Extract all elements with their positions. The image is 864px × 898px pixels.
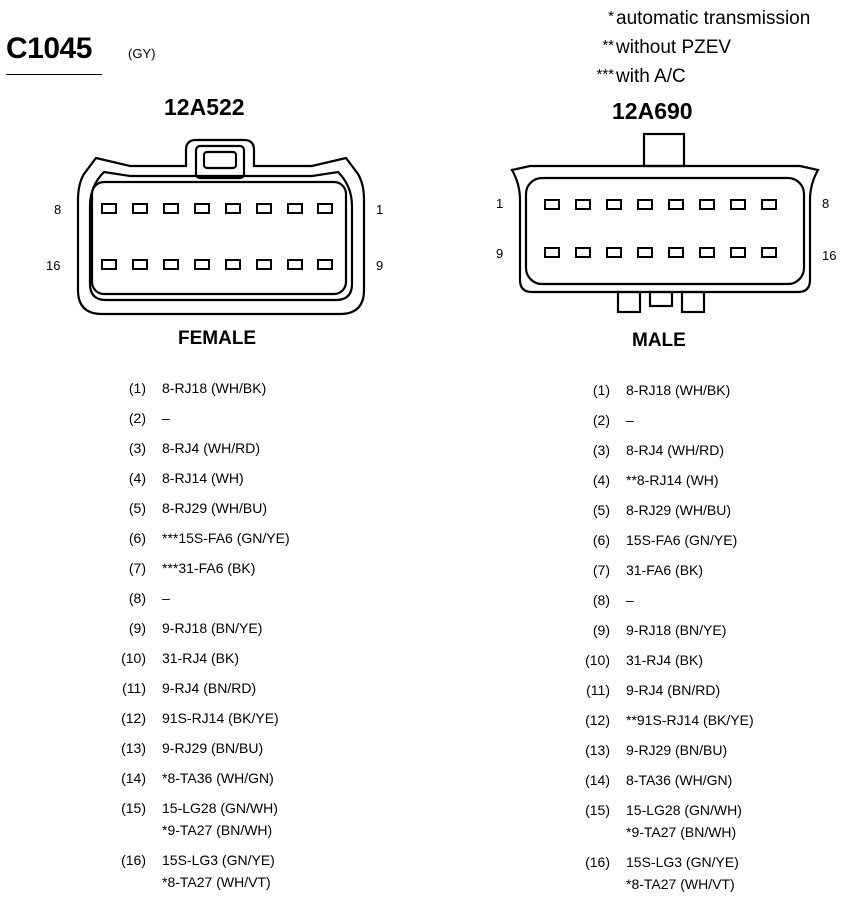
pin-index: (16) <box>585 854 610 870</box>
pin-index: (14) <box>121 770 146 786</box>
male-pin-6 <box>700 200 714 209</box>
pin-index: (10) <box>121 650 146 666</box>
male-bottom-tab-center <box>650 292 672 306</box>
pin-index: (11) <box>122 680 146 696</box>
pin-circuit: 8-RJ4 (WH/RD) <box>162 440 260 456</box>
pin-circuit: 31-RJ4 (BK) <box>626 652 704 668</box>
legend-mark: *** <box>596 66 614 83</box>
pin-circuit-alt: *8-TA27 (WH/VT) <box>626 876 735 892</box>
male-view-label: MALE <box>632 330 686 351</box>
pin-index: (7) <box>592 562 610 578</box>
pin-circuit: **91S-RJ14 (BK/YE) <box>626 712 754 728</box>
male-pin-label-top-right: 8 <box>822 196 830 211</box>
legend-text: with A/C <box>616 66 686 87</box>
male-pin-label-bottom-right: 16 <box>822 248 837 263</box>
pin-circuit: ***15S-FA6 (GN/YE) <box>162 530 290 546</box>
pin-index: (12) <box>121 710 146 726</box>
pin-index: (11) <box>586 682 610 698</box>
pin-circuit: – <box>626 592 634 608</box>
pin-circuit: 8-TA36 (WH/GN) <box>626 772 733 788</box>
female-pin-label-top-left: 8 <box>54 202 62 217</box>
pin-index: (1) <box>592 382 610 398</box>
pin-circuit: 9-RJ4 (BN/RD) <box>162 680 257 696</box>
pin-circuit: 15S-LG3 (GN/YE) <box>162 852 275 868</box>
pin-circuit: 31-FA6 (BK) <box>626 562 704 578</box>
pin-circuit: 31-RJ4 (BK) <box>162 650 240 666</box>
pin-circuit-alt: *9-TA27 (BN/WH) <box>626 824 737 840</box>
pin-circuit: – <box>626 412 634 428</box>
legend-text: without PZEV <box>616 37 732 58</box>
male-part-number: 12A690 <box>612 98 693 124</box>
male-pin-15 <box>731 248 745 257</box>
male-pin-label-bottom-left: 9 <box>496 246 504 261</box>
pin-circuit: 8-RJ14 (WH) <box>162 470 244 486</box>
female-pin-label-bottom-left: 16 <box>46 258 61 273</box>
male-pin-8 <box>762 200 776 209</box>
pin-circuit: 15-LG28 (GN/WH) <box>626 802 742 818</box>
male-pin-11 <box>607 248 621 257</box>
male-pin-label-top-left: 1 <box>496 196 504 211</box>
pin-index: (8) <box>128 590 146 606</box>
pin-index: (6) <box>128 530 146 546</box>
pin-index: (3) <box>128 440 146 456</box>
pin-index: (15) <box>121 800 146 816</box>
male-pin-16 <box>762 248 776 257</box>
pin-circuit: 8-RJ29 (WH/BU) <box>626 502 732 518</box>
male-pin-14 <box>700 248 714 257</box>
legend-mark: * <box>608 8 614 25</box>
pin-index: (9) <box>128 620 146 636</box>
pin-index: (15) <box>585 802 610 818</box>
female-view-label: FEMALE <box>178 328 257 349</box>
male-top-key <box>644 134 684 166</box>
connector-color-code: (GY) <box>128 46 156 61</box>
pin-index: (7) <box>128 560 146 576</box>
pin-circuit-alt: *8-TA27 (WH/VT) <box>162 874 271 890</box>
pin-circuit: **8-RJ14 (WH) <box>626 472 719 488</box>
male-pin-2 <box>576 200 590 209</box>
pin-index: (10) <box>585 652 610 668</box>
pin-index: (16) <box>121 852 146 868</box>
pin-index: (5) <box>128 500 146 516</box>
male-connector-inner-rim <box>526 178 804 284</box>
pin-index: (1) <box>128 380 146 396</box>
pin-index: (5) <box>592 502 610 518</box>
pin-circuit: 8-RJ18 (WH/BK) <box>626 382 731 398</box>
pin-circuit: 9-RJ18 (BN/YE) <box>162 620 263 636</box>
male-bottom-tab-left <box>618 292 640 312</box>
pin-circuit: 9-RJ29 (BN/BU) <box>626 742 728 758</box>
pin-index: (6) <box>592 532 610 548</box>
pin-index: (4) <box>128 470 146 486</box>
pin-index: (13) <box>121 740 146 756</box>
male-pin-7 <box>731 200 745 209</box>
pin-index: (4) <box>592 472 610 488</box>
female-part-number: 12A522 <box>164 94 245 120</box>
pin-circuit: 9-RJ29 (BN/BU) <box>162 740 264 756</box>
pin-circuit-alt: *9-TA27 (BN/WH) <box>162 822 273 838</box>
male-connector-outer-shell <box>512 166 818 292</box>
male-pin-4 <box>638 200 652 209</box>
pin-circuit: *8-TA36 (WH/GN) <box>162 770 274 786</box>
male-pin-5 <box>669 200 683 209</box>
pin-index: (9) <box>592 622 610 638</box>
pin-index: (3) <box>592 442 610 458</box>
male-pin-9 <box>545 248 559 257</box>
legend-mark: ** <box>602 37 614 54</box>
male-pin-3 <box>607 200 621 209</box>
pin-circuit: 8-RJ29 (WH/BU) <box>162 500 268 516</box>
pin-index: (2) <box>128 410 146 426</box>
male-bottom-tab-right <box>682 292 704 312</box>
male-pin-10 <box>576 248 590 257</box>
pin-circuit: 15S-FA6 (GN/YE) <box>626 532 738 548</box>
pin-index: (12) <box>585 712 610 728</box>
pin-circuit: 8-RJ4 (WH/RD) <box>626 442 724 458</box>
pin-circuit: – <box>162 410 170 426</box>
female-pin-label-bottom-right: 9 <box>376 258 384 273</box>
pin-circuit: 9-RJ4 (BN/RD) <box>626 682 721 698</box>
female-pin-label-top-right: 1 <box>376 202 384 217</box>
pin-circuit: 15-LG28 (GN/WH) <box>162 800 278 816</box>
pin-circuit: 8-RJ18 (WH/BK) <box>162 380 267 396</box>
pin-index: (2) <box>592 412 610 428</box>
legend-text: automatic transmission <box>616 8 811 29</box>
male-pin-12 <box>638 248 652 257</box>
pin-circuit: – <box>162 590 170 606</box>
pin-circuit: 15S-LG3 (GN/YE) <box>626 854 739 870</box>
connector-id: C1045 <box>6 32 92 65</box>
pin-index: (14) <box>585 772 610 788</box>
pin-circuit: 9-RJ18 (BN/YE) <box>626 622 727 638</box>
pin-index: (8) <box>592 592 610 608</box>
pin-circuit: ***31-FA6 (BK) <box>162 560 256 576</box>
male-pin-13 <box>669 248 683 257</box>
pin-circuit: 91S-RJ14 (BK/YE) <box>162 710 279 726</box>
pin-index: (13) <box>585 742 610 758</box>
male-pin-1 <box>545 200 559 209</box>
